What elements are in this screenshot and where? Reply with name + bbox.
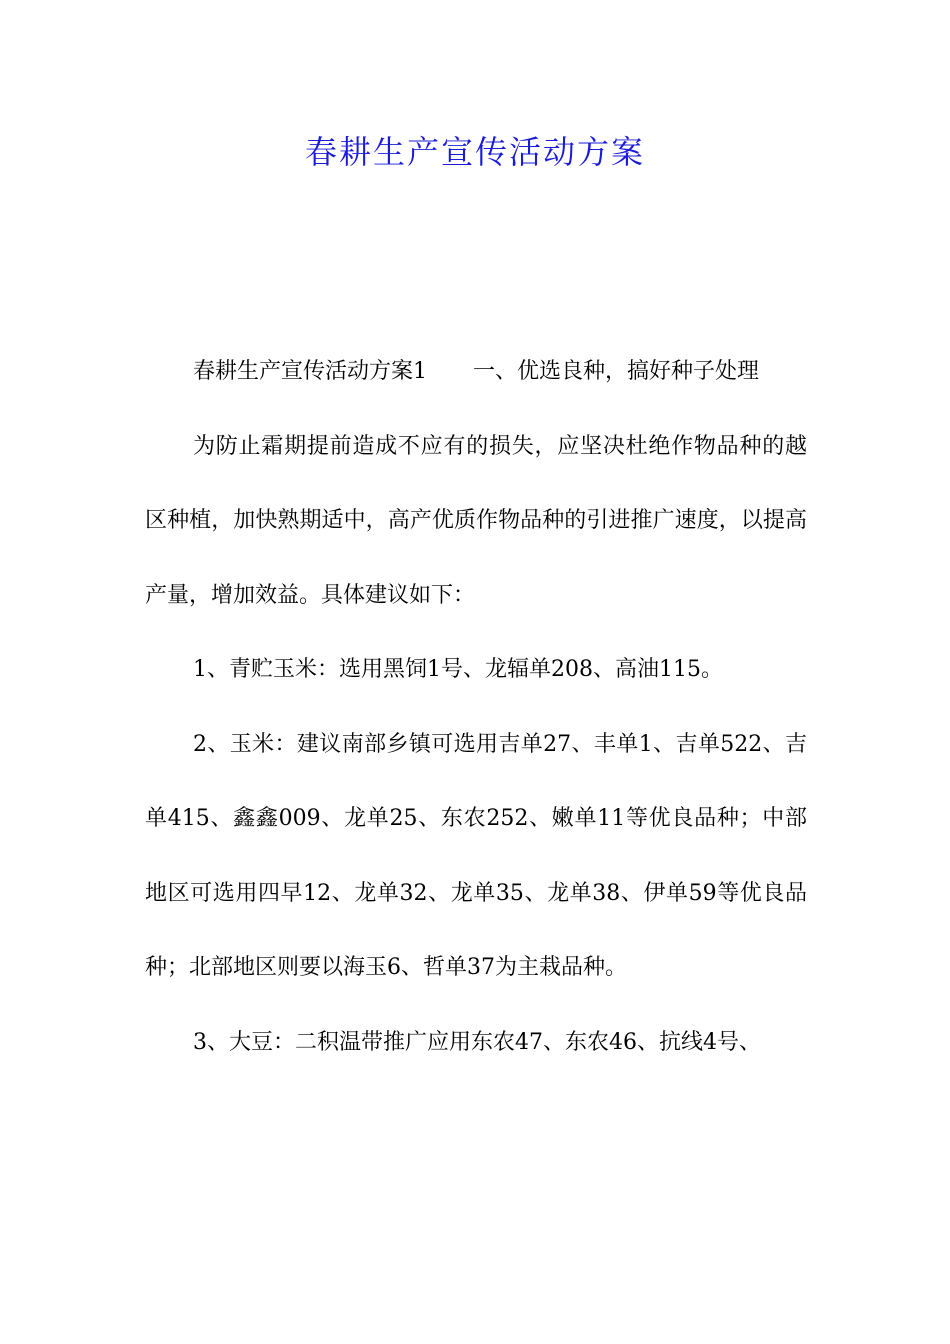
paragraph-4: 2、玉米：建议南部乡镇可选用吉单27、丰单1、吉单522、吉单415、鑫鑫009、龙单25、东农252、嫩单11等优良品种；中部地区可选用四早12、龙单32、龙单35、龙单38、伊单59等优良品种；北部地区则要以海玉6、哲单37为主栽品种。 — [145, 731, 807, 980]
paragraph-3: 1、青贮玉米：选用黑饲1号、龙辐单208、高油115。 — [193, 657, 723, 682]
section-heading: 春耕生产宣传活动方案1 — [193, 359, 427, 384]
paragraph-1 — [145, 335, 807, 410]
paragraph-1-text: 一、优选良种，搞好种子处理 — [473, 359, 760, 384]
paragraph-5: 3、大豆：二积温带推广应用东农47、东农46、抗线4号、 — [193, 1029, 761, 1055]
document-body — [145, 335, 807, 1080]
document-title: 春耕生产宣传活动方案 — [304, 133, 645, 171]
paragraph-2: 为防止霜期提前造成不应有的损失，应坚决杜绝作物品种的越区种植，加快熟期适中，高产优质作物品种的引进推广速度，以提高产量，增加效益。具体建议如下： — [145, 433, 807, 608]
